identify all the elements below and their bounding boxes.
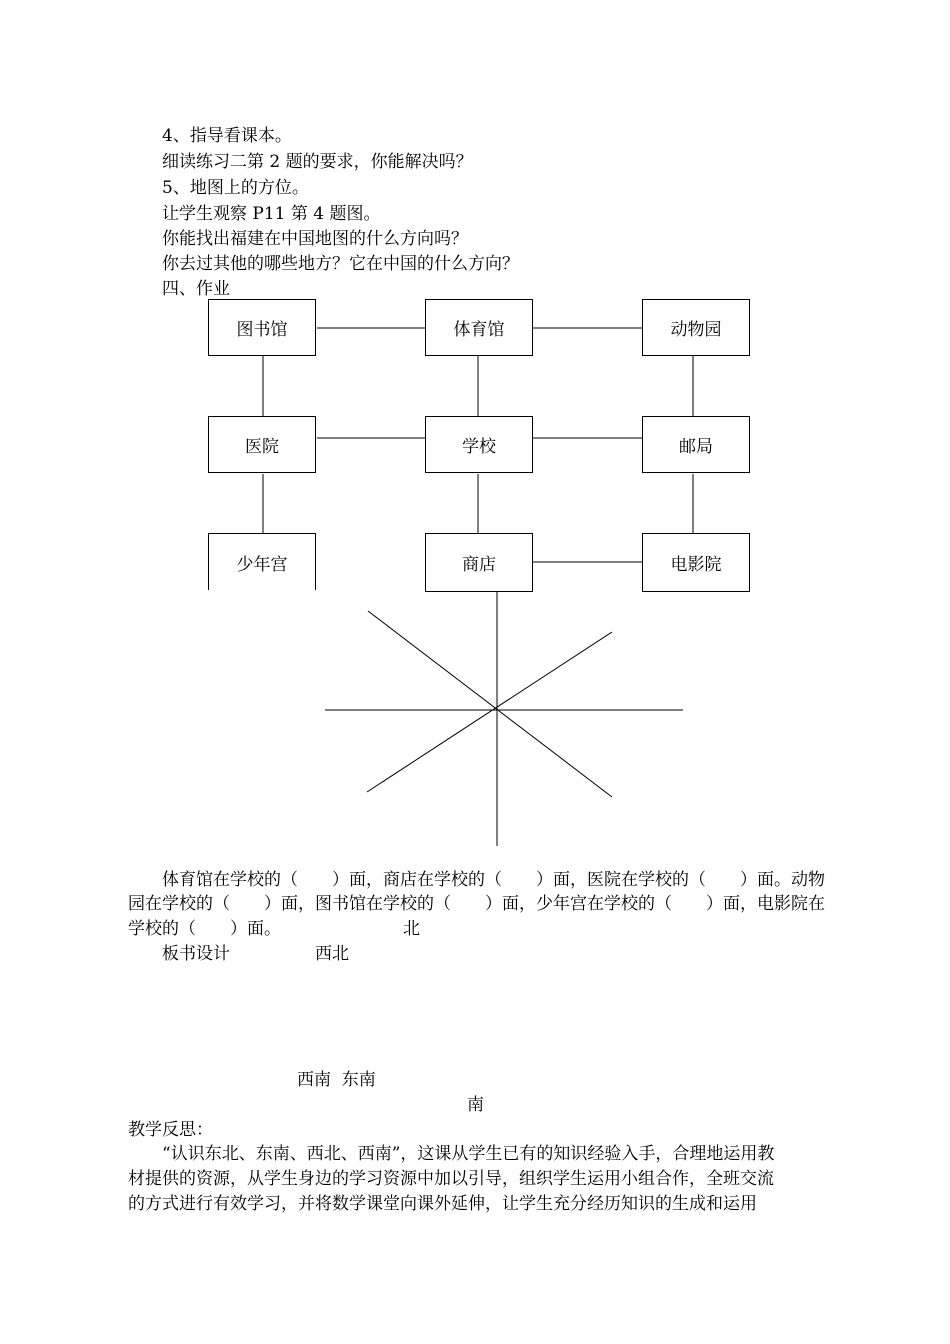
box-post-office: 邮局 bbox=[642, 416, 750, 473]
compass-sw-ne-line bbox=[367, 632, 612, 792]
intro-line-4: 让学生观察 P11 第 4 题图。 bbox=[162, 204, 381, 224]
board-design-label: 板书设计 bbox=[162, 944, 230, 964]
reflection-heading: 教学反思： bbox=[128, 1120, 213, 1140]
box-youth-palace: 少年宫 bbox=[208, 533, 316, 590]
exercise-line-1: 体育馆在学校的（ ）面，商店在学校的（ ）面，医院在学校的（ ）面。动物 bbox=[162, 870, 825, 890]
board-northwest-label: 西北 bbox=[315, 944, 349, 964]
board-north-label: 北 bbox=[403, 919, 420, 939]
reflection-line-1: “认识东北、东南、西北、西南”，这课从学生已有的知识经验入手，合理地运用教 bbox=[162, 1144, 775, 1164]
box-hospital: 医院 bbox=[208, 416, 316, 473]
box-zoo: 动物园 bbox=[642, 299, 750, 356]
intro-line-2: 细读练习二第 2 题的要求，你能解决吗？ bbox=[162, 152, 473, 172]
reflection-line-2: 材提供的资源，从学生身边的学习资源中加以引导，组织学生运用小组合作，全班交流 bbox=[128, 1169, 774, 1189]
reflection-line-3: 的方式进行有效学习，并将数学课堂向课外延伸，让学生充分经历知识的生成和运用 bbox=[128, 1194, 757, 1214]
exercise-line-2: 园在学校的（ ）面，图书馆在学校的（ ）面，少年宫在学校的（ ）面，电影院在 bbox=[128, 894, 825, 914]
box-shop: 商店 bbox=[425, 533, 533, 592]
exercise-line-3: 学校的（ ）面。 bbox=[128, 919, 281, 939]
board-southwest-southeast-label: 西南 东南 bbox=[297, 1070, 376, 1090]
compass-nw-se-line bbox=[368, 611, 612, 797]
intro-line-6: 你去过其他的哪些地方？它在中国的什么方向？ bbox=[162, 254, 519, 274]
homework-heading: 四、作业 bbox=[162, 279, 230, 299]
intro-line-3: 5、地图上的方位。 bbox=[162, 178, 309, 198]
board-south-label: 南 bbox=[467, 1095, 484, 1115]
box-school: 学校 bbox=[425, 416, 533, 473]
box-gym: 体育馆 bbox=[425, 299, 533, 356]
intro-line-5: 你能找出福建在中国地图的什么方向吗？ bbox=[162, 229, 468, 249]
box-cinema: 电影院 bbox=[642, 533, 750, 592]
box-library: 图书馆 bbox=[208, 299, 316, 356]
intro-line-1: 4、指导看课本。 bbox=[162, 126, 292, 146]
